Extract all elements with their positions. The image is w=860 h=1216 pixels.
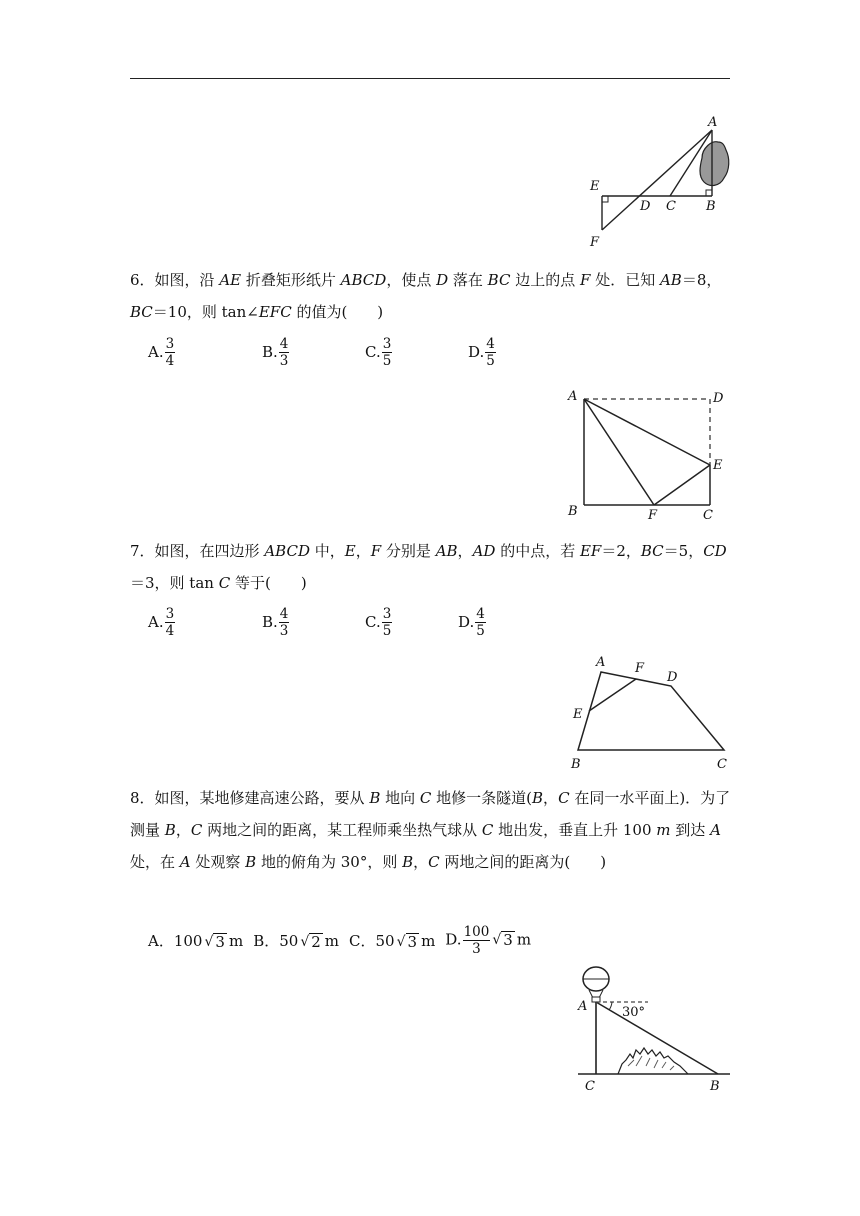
q5-label-f: F [590, 235, 600, 250]
q6-label-b: B [568, 504, 578, 519]
q5-label-b: B [706, 199, 716, 214]
q7-label-b: B [571, 757, 581, 772]
q7-text: 如图，在四边形 ABCD 中，E，F 分别是 AB，AD 的中点，若 EF＝2，BC＝5，CD＝3，则 tan C 等于( ) [130, 542, 727, 592]
q7-option-c[interactable]: C. $\frac{3}{5}$ [365, 605, 392, 639]
q8-option-a[interactable]: A．100 √ 3 m [148, 931, 244, 951]
q6-option-a[interactable]: A. $\frac{3}{4}$ [148, 335, 175, 369]
q8-options [148, 918, 531, 962]
question-8 [130, 782, 735, 878]
q6-label-c: C [703, 508, 713, 523]
q7-figure [560, 650, 740, 775]
q7-label-a: A [596, 655, 606, 670]
q6-label-f: F [648, 508, 658, 523]
q5-label-d: D [640, 199, 651, 214]
q6-option-b[interactable]: B. $\frac{4}{3}$ [262, 335, 289, 369]
q5-label-c: C [666, 199, 676, 214]
q8-option-c[interactable]: C．50 √ 3 m [349, 931, 436, 951]
q7-label-f: F [635, 661, 645, 676]
q8-text: 如图，某地修建高速公路，要从 B 地向 C 地修一条隧道(B，C 在同一水平面上)．为了测量 B，C 两地之间的距离，某工程师乘坐热气球从 C 地出发，垂直上升 100 m 到达 A 处，在 A 处观察 B 地的俯角为 30°，则 B，C 两地之间的距离为( ) [130, 789, 731, 871]
q7-label-e: E [573, 707, 583, 722]
q8-label-b: B [710, 1079, 720, 1094]
q5-label-a: A [708, 115, 718, 130]
q6-label-d: D [713, 391, 724, 406]
q6-label-a: A [568, 389, 578, 404]
q7-label-c: C [717, 757, 727, 772]
q8-option-b[interactable]: B．50 √ 2 m [253, 931, 340, 951]
q7-number: 7． [130, 542, 155, 560]
q5-figure [580, 110, 740, 255]
q7-option-a[interactable]: A. $\frac{3}{4}$ [148, 605, 175, 639]
q6-option-d[interactable]: D. $\frac{4}{5}$ [468, 335, 495, 369]
q7-option-b[interactable]: B. $\frac{4}{3}$ [262, 605, 289, 639]
q6-option-c[interactable]: C. $\frac{3}{5}$ [365, 335, 392, 369]
q6-figure [560, 385, 740, 525]
q5-label-e: E [590, 179, 600, 194]
q8-figure [570, 962, 740, 1097]
q8-number: 8． [130, 789, 155, 807]
q8-label-angle: 30° [622, 1005, 646, 1020]
question-6 [130, 264, 735, 328]
q6-number: 6． [130, 271, 155, 289]
question-7 [130, 535, 735, 599]
header-rule [130, 78, 730, 79]
q8-label-a: A [578, 999, 588, 1014]
q7-label-d: D [667, 670, 678, 685]
q6-label-e: E [713, 458, 723, 473]
q8-label-c: C [585, 1079, 595, 1094]
q6-text: 如图，沿 AE 折叠矩形纸片 ABCD，使点 D 落在 BC 边上的点 F 处．已知 AB＝8，BC＝10，则 tan∠EFC 的值为( ) [130, 271, 722, 321]
q7-option-d[interactable]: D. $\frac{4}{5}$ [458, 605, 485, 639]
q8-option-d[interactable]: D. $\frac{100}{3}$ √ 3 m [445, 923, 532, 957]
